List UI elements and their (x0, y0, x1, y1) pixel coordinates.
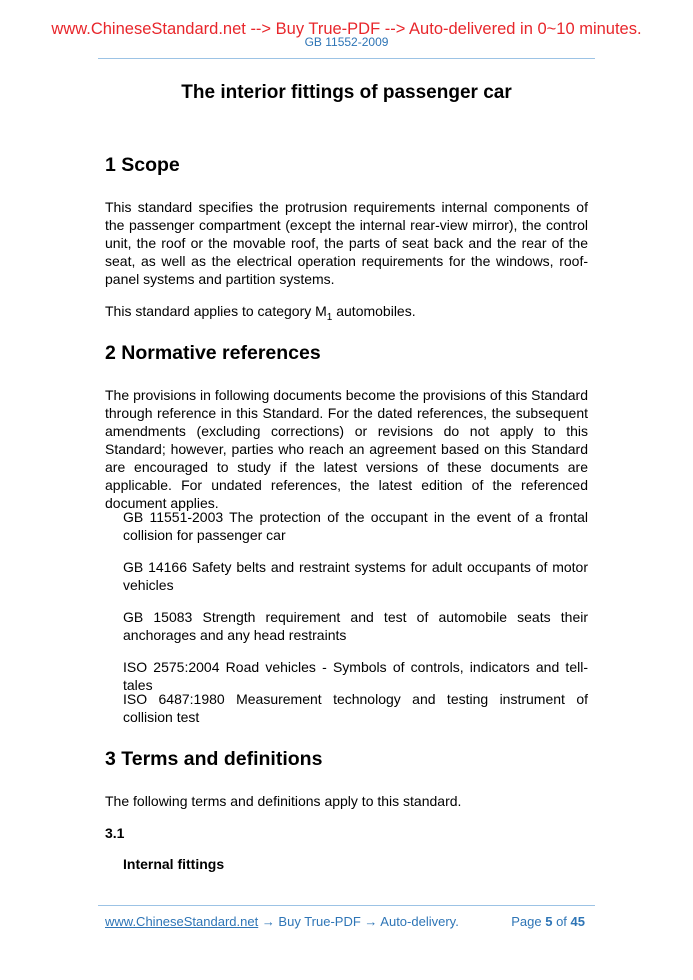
footer-divider (98, 905, 595, 906)
normative-paragraph: The provisions in following documents become the provisions of this Standard through reference in this Standard. For the dated references, the subsequent amendments (excluding corrections) or revisions do not apply to this Standard; however, parties who reach an agreement based on this Standard are encouraged to study if the latest versions of these documents are applicable. For undated references, the latest edition of the referenced document applies. (105, 387, 588, 511)
promo-banner[interactable]: www.ChineseStandard.net --> Buy True-PDF --> Auto-delivered in 0~10 minutes. (51, 20, 642, 38)
section-heading-scope: 1 Scope (105, 154, 180, 176)
reference-item: GB 14166 Safety belts and restraint systems for adult occupants of motor vehicles (123, 559, 588, 593)
scope-paragraph: This standard specifies the protrusion requirements internal components of the passenger compartment (except the internal rear-view mirror), the control unit, the roof or the movable roof, the parts of seat back and the rear of the seat, as well as the electrical operation requirements for the windows, roof-panel systems and partition systems. (105, 199, 588, 287)
section-heading-terms: 3 Terms and definitions (105, 748, 323, 770)
footer-link[interactable]: www.ChineseStandard.net (105, 914, 259, 929)
text: automobiles. (332, 303, 416, 319)
reference-item: GB 15083 Strength requirement and test of automobile seats their anchorages and any head restraints (123, 609, 588, 643)
clause-number: 3.1 (105, 825, 125, 841)
page-label: Page (511, 914, 542, 929)
reference-item: ISO 2575:2004 Road vehicles - Symbols of controls, indicators and tell-tales (123, 659, 588, 693)
text: This standard applies to category M (105, 303, 327, 319)
page-indicator (511, 914, 585, 929)
footer (105, 914, 585, 929)
reference-item: GB 11551-2003 The protection of the occupant in the event of a frontal collision for passenger car (123, 509, 588, 543)
header-divider (98, 58, 595, 59)
standard-code: GB 11552-2009 (304, 35, 389, 49)
reference-item: ISO 6487:1980 Measurement technology and testing instrument of collision test (123, 691, 588, 725)
terms-paragraph: The following terms and definitions apply to this standard. (105, 793, 462, 809)
document-title: The interior fittings of passenger car (181, 82, 512, 103)
scope-applicability (105, 302, 588, 327)
footer-text: → Buy True-PDF → Auto-delivery. (258, 914, 459, 929)
of-label: of (556, 914, 567, 929)
page-number: 5 (545, 914, 553, 929)
section-heading-normative-references: 2 Normative references (105, 342, 321, 364)
term-title: Internal fittings (123, 856, 225, 872)
subscript: 1 (326, 311, 333, 323)
page-total: 45 (570, 914, 585, 929)
